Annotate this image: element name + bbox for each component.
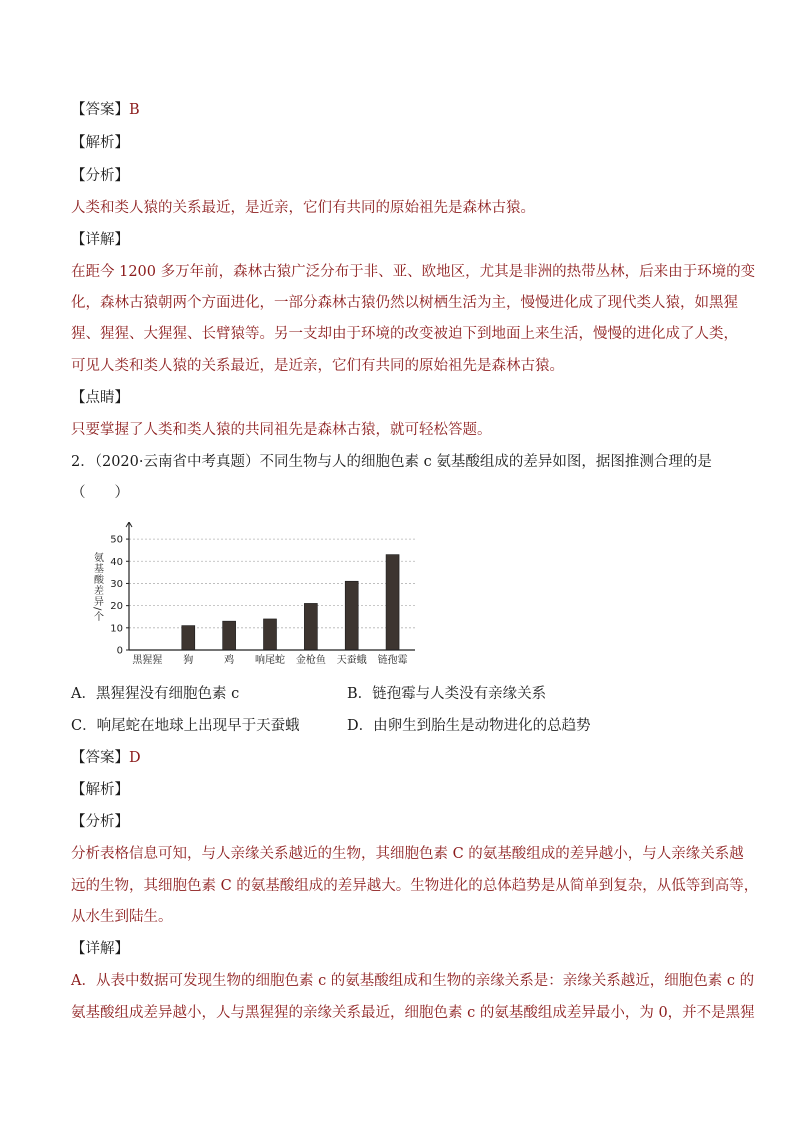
q2-answer-value: D <box>129 750 141 766</box>
bar-6 <box>345 581 358 650</box>
option-b: B．链孢霉与人类没有亲缘关系 <box>347 686 547 702</box>
q2-answer-tag: 【答案】 <box>71 750 129 766</box>
y-tick-label: 40 <box>110 556 123 568</box>
option-d: D．由卵生到胎生是动物进化的总趋势 <box>347 718 591 734</box>
q1-xiangjie-line-2: 化，森林古猿朝两个方面进化，一部分森林古猿仍然以树栖生活为主，慢慢进化成了现代类人猿，如黑猩 <box>71 295 738 311</box>
y-tick-label: 50 <box>110 534 123 546</box>
x-label: 链孢霉 <box>377 655 408 666</box>
q1-fenxi-tag: 【分析】 <box>71 168 129 184</box>
q1-jiexi-tag: 【解析】 <box>71 135 129 151</box>
bar-5 <box>304 603 317 650</box>
y-tick-label: 20 <box>110 601 123 613</box>
y-tick-label: 10 <box>110 623 123 635</box>
q2-fenxi-tag: 【分析】 <box>71 814 129 830</box>
bar-4 <box>264 619 277 650</box>
chart-bars <box>182 555 399 650</box>
q2-fenxi-line-1: 分析表格信息可知，与人亲缘关系越近的生物，其细胞色素 C 的氨基酸组成的差异越小，与人亲缘关系越 <box>71 846 744 862</box>
q1-xiangjie-tag: 【详解】 <box>71 232 129 248</box>
q1-dianjing-text: 只要掌握了人类和类人猿的共同祖先是森林古猿，就可轻松答题。 <box>71 422 492 438</box>
x-label: 狗 <box>183 655 194 666</box>
q2-answer-line <box>71 748 141 768</box>
q2-stem: 2．（2020·云南省中考真题）不同生物与人的细胞色素 c 氨基酸组成的差异如图，据图推测合理的是 <box>71 454 712 470</box>
x-label: 黑猩猩 <box>132 655 163 666</box>
q2-xiangjie-line-2: 氨基酸组成差异越小，人与黑猩猩的亲缘关系最近，细胞色素 c 的氨基酸组成差异最小，为 0，并不是黑猩 <box>71 1005 755 1021</box>
q2-fenxi-line-3: 从水生到陆生。 <box>71 909 173 925</box>
q2-xiangjie-line-1: A．从表中数据可发现生物的细胞色素 c 的氨基酸组成和生物的亲缘关系是：亲缘关系越近，细胞色素 c 的 <box>71 973 755 989</box>
x-label: 响尾蛇 <box>255 655 285 666</box>
q1-xiangjie-line-3: 猩、猩猩、大猩猩、长臂猿等。另一支却由于环境的改变被迫下到地面上来生活，慢慢的进化成了人类， <box>71 326 738 342</box>
chart-y-axis-label: 氨基酸差异/个 <box>91 552 103 623</box>
x-label: 天蚕蛾 <box>336 655 367 666</box>
bar-3 <box>223 621 236 650</box>
option-c: C．响尾蛇在地球上出现早于天蚕蛾 <box>71 718 300 734</box>
q1-fenxi-text: 人类和类人猿的关系最近，是近亲，它们有共同的原始祖先是森林古猿。 <box>71 200 535 216</box>
q1-dianjing-tag: 【点睛】 <box>71 390 129 406</box>
chart-grid <box>129 539 415 628</box>
q2-fenxi-line-2: 远的生物，其细胞色素 C 的氨基酸组成的差异越大。生物进化的总体趋势是从简单到复杂，从低等到高等， <box>71 878 759 894</box>
q2-paren: （ ） <box>71 485 129 501</box>
chart-x-labels <box>132 653 407 666</box>
q1-answer-value: B <box>129 102 140 118</box>
bar-7 <box>386 555 399 650</box>
x-label: 鸡 <box>224 655 235 666</box>
q1-xiangjie-line-1: 在距今 1200 多万年前，森林古猿广泛分布于非、亚、欧地区，尤其是非洲的热带丛林，后来由于环境的变 <box>71 264 756 280</box>
q1-xiangjie-line-4: 可见人类和类人猿的关系最近，是近亲，它们有共同的原始祖先是森林古猿。 <box>71 358 564 374</box>
option-a: A．黑猩猩没有细胞色素 c <box>71 686 240 702</box>
q1-answer-line <box>71 100 140 120</box>
y-tick-label: 30 <box>110 578 123 590</box>
q2-jiexi-tag: 【解析】 <box>71 782 129 798</box>
q2-xiangjie-tag: 【详解】 <box>71 941 129 957</box>
y-tick-label: 0 <box>116 645 123 657</box>
bar-2 <box>182 626 195 650</box>
chart-y-ticks <box>110 535 129 657</box>
amino-acid-bar-chart <box>85 522 425 670</box>
x-label: 金枪鱼 <box>295 655 326 666</box>
q1-answer-tag: 【答案】 <box>71 102 129 118</box>
